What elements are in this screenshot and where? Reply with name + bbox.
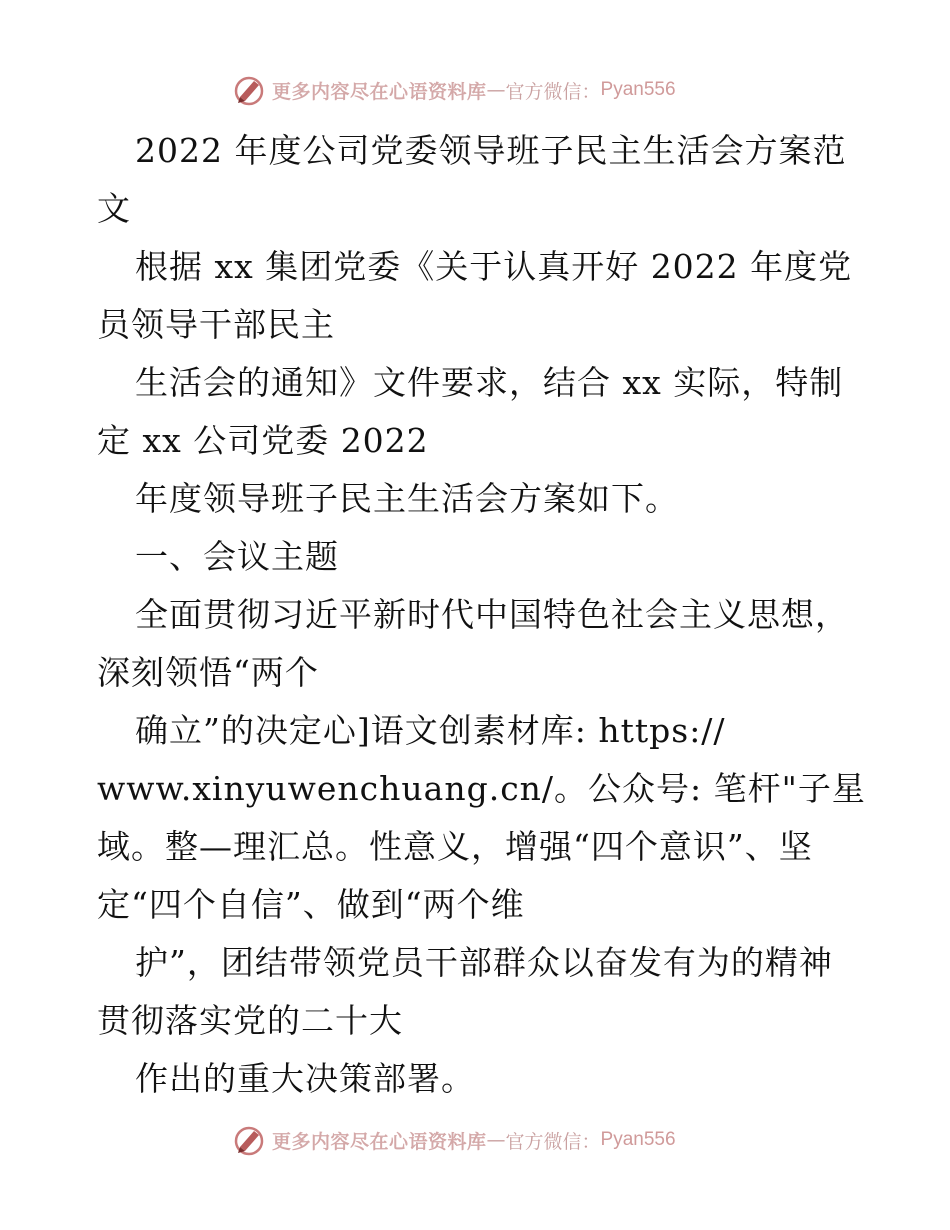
text-line: 护”，团结带领党员干部群众以奋发有为的精神 xyxy=(135,943,833,982)
text-line: 2022 年度公司党委领导班子民主生活会方案范 xyxy=(135,131,847,170)
text-line: 定“四个自信”、做到“两个维 xyxy=(97,885,525,924)
pen-logo-icon xyxy=(232,73,266,107)
text-line: 年度领导班子民主生活会方案如下。 xyxy=(135,479,679,518)
text-line: 员领导干部民主 xyxy=(97,305,335,344)
text-line: 文 xyxy=(97,189,131,228)
watermark-wechat-id: Pyan556 xyxy=(600,79,676,100)
watermark-main-text: 更多内容尽在心语资料库 xyxy=(272,80,487,103)
watermark-wechat-id: Pyan556 xyxy=(600,1129,676,1150)
text-line: 一、会议主题 xyxy=(135,537,339,576)
watermark-dash: — xyxy=(486,1129,506,1151)
footer-watermark-banner xyxy=(232,1120,752,1160)
text-line: 根据 xx 集团党委《关于认真开好 2022 年度党 xyxy=(135,247,853,286)
text-line: 深刻领悟“两个 xyxy=(97,653,319,692)
watermark-main-text: 更多内容尽在心语资料库 xyxy=(272,1130,487,1153)
watermark-wechat-label: 官方微信： xyxy=(505,80,601,103)
text-line: 定 xx 公司党委 2022 xyxy=(97,421,429,460)
text-line: 生活会的通知》文件要求，结合 xx 实际，特制 xyxy=(135,363,844,402)
watermark-wechat-label: 官方微信： xyxy=(505,1130,601,1153)
text-line: 确立”的决定心]语文创素材库: https:// xyxy=(135,711,726,750)
text-line: 贯彻落实党的二十大 xyxy=(97,1001,403,1040)
text-line: 作出的重大决策部署。 xyxy=(135,1059,475,1098)
pen-logo-icon xyxy=(232,1123,266,1157)
header-watermark-banner xyxy=(232,70,752,110)
text-line: 域。整—理汇总。性意义，增强“四个意识”、坚 xyxy=(97,827,813,866)
text-line: 全面贯彻习近平新时代中国特色社会主义思想， xyxy=(135,595,849,634)
document-body xyxy=(97,122,866,1108)
watermark-dash: — xyxy=(486,79,506,101)
text-line: www.xinyuwenchuang.cn/。公众号: 笔杆"子星 xyxy=(97,769,866,808)
